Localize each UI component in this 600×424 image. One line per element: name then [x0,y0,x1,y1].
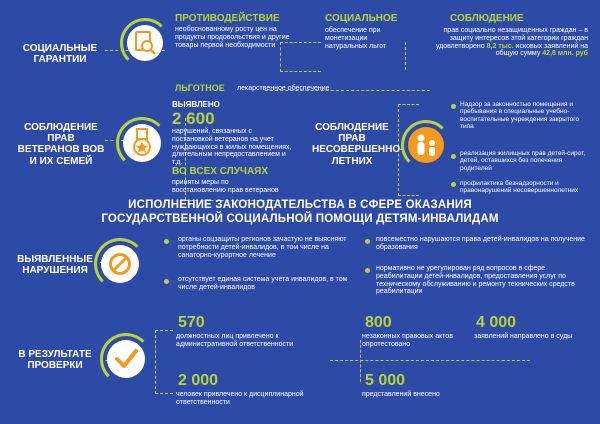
all-cases-title: ВО ВСЕХ СЛУЧАЯХ [172,166,269,177]
section-title-line2: ГОСУДАРСТВЕННОЙ СОЦИАЛЬНОЙ ПОМОЩИ ДЕТЯМ-ИНВАЛИДАМ [101,213,499,225]
minors-item: профилактика безнадзорности и правонарушений несовершеннолетних [460,180,579,195]
revealed-value: 2 600 [172,109,215,128]
bullet-dot [451,104,456,109]
disc-text: человек привлечено к дисциплинарной ответственности [176,391,304,406]
veterans-heading: СОБЛЮДЕНИЕ ПРАВ ВЕТЕРАНОВ ВОВ И ИХ СЕМЕЙ [17,122,105,167]
violations-heading: ВЫЯВЛЕННЫЕ НАРУШЕНИЯ [17,254,93,277]
violation-right-item: повсеместно нарушаются права детей-инвалидов на получение образования [376,236,585,251]
minors-item: Надзор за законностью помещения и пребывания в специальные учебно-воспитательные учреждения закрытого типа [460,101,580,130]
observe-value1: 8,2 тыс. [486,42,514,50]
lgotnoe-text: лекарственное обеспечение [237,85,330,92]
bullet-dot [164,279,169,284]
admin-value: 570 [178,314,205,331]
magnifier-document-icon [133,30,157,56]
violation-left-item: отсутствует единая система учета инвалидов, в том числе детей-инвалидов [178,276,348,291]
court-value: 4 000 [476,314,517,331]
pred-value: 5 000 [365,372,406,389]
checkmark-icon [114,347,138,371]
section-title-line1: ИСПОЛНЕНИЕ ЗАКОНОДАТЕЛЬСТВА В СФЕРЕ ОКАЗАНИЯ [128,199,472,211]
social-text: обеспечение при монетизации натуральных льгот [325,27,387,50]
social-title: СОЦИАЛЬНОЕ [325,13,398,24]
observe-title: СОБЛЮДЕНИЕ [450,13,524,24]
bullet-dot [451,182,456,187]
results-heading: В РЕЗУЛЬТАТЕ ПРОВЕРКИ [18,349,92,372]
prohibited-icon [108,252,132,276]
medal-star-icon [131,128,153,158]
disc-value: 2 000 [178,372,219,389]
bullet-dot [365,239,370,244]
lgotnoe-title: ЛЬГОТНОЕ [175,83,225,93]
minors-heading: СОБЛЮДЕНИЕ ПРАВ НЕСОВЕРШЕННО-ЛЕТНИХ [312,122,404,167]
minors-item: реализация жилищных прав детей-сирот, детей, оставшихся без попечения родителей [460,150,586,172]
violation-left-item: органы соцзащиты регионов зачастую не выясняют потребности детей-инвалидов, в том числе на санаторно-курортное лечение [178,236,347,259]
acts-text: незаконных правовых актов опротестовано [362,333,454,348]
connector-line [155,330,173,394]
family-icon [414,133,440,159]
violation-right-item: нормативно не урегулирован ряд вопросов в сфере реабилитации детей-инвалидов, предоставления услуг по техническому обслуживанию и ремонту технических средств реабилитации [376,265,575,296]
court-text: заявлений направлено в суды [474,333,573,340]
observe-value2: 42,8 млн. руб [542,50,588,58]
admin-text: должностных лиц привлечено к административной ответственности [176,333,294,348]
revealed-label: ВЫЯВЛЕНО [172,100,220,109]
all-cases-text: приняты меры по восстановлению прав ветеранов [172,179,279,194]
revealed-text: нарушений, связанных с постановкой ветеранов на учет нуждающихся в жилых помещениях, длительным непредоставлением и т.д. [172,128,292,167]
pred-text: представлений внесено [362,391,440,398]
counter-text: необоснованному росту цен на продукты продовольствия и другие товары первой необходимости [175,26,290,49]
social-guarantees-heading: СОЦИАЛЬНЫЕ ГАРАНТИИ [22,43,98,66]
bullet-dot [164,239,169,244]
counter-title: ПРОТИВОДЕЙСТВИЕ [175,13,280,24]
bullet-dot [365,268,370,273]
observe-text: прав социально незащищенных граждан – в защиту интересов этой категории граждан удовлетворено 8,2 тыс. исковых заявлений на общую сумму 42,8 млн. руб [435,27,588,58]
acts-value: 800 [365,314,392,331]
bullet-dot [451,154,456,159]
